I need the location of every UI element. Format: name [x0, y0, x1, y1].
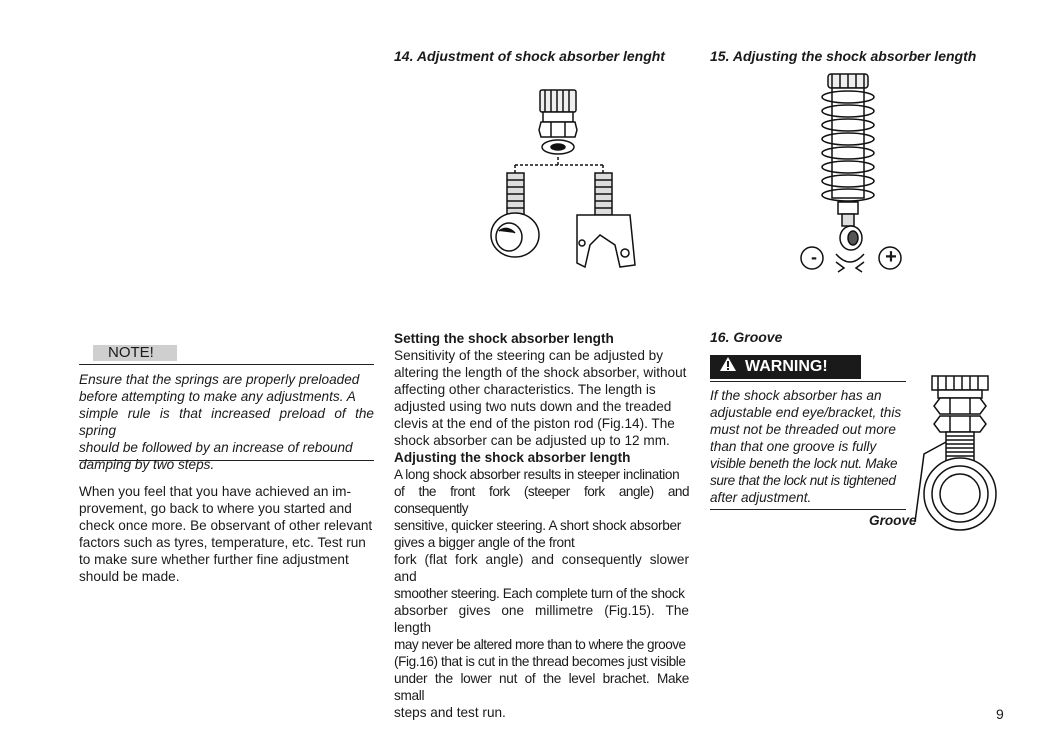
note-bottom-rule [79, 460, 374, 461]
fig16-illustration [910, 374, 1010, 534]
note-label: NOTE! [93, 345, 177, 361]
groove-label: Groove [869, 513, 917, 528]
middle-column: Setting the shock absorber length Sensitivity of the steering can be adjusted by altering the length of the shock absorber, without affecting other characteristics. The length is adjusted using two nuts down and the treaded clevis at the end of the piston rod (Fig.14). The shock absorber can be adjusted up to 12 mm. Adjusting the shock absorber length A long shock absorber results in steeper inclination of the front fork (steeper fork angle) and consequently sensitive, quicker steering. A short shock absorber gives a bigger angle of the front fork (flat fork angle) and consequently slower and smoother steering. Each complete turn of the shock absorber gives one millimetre (Fig.15). The length may never be altered more than to where the groove (Fig.16) that is cut in the thread becomes just visible under the lower nut of the level brachet. Make small steps and test run. [394, 331, 689, 720]
warning-text: If the shock absorber has an adjustable end eye/bracket, this must not be threaded out more than that one groove is fully visible beneth the lock nut. Make sure that the lock nut is tightened after adjustment. [710, 388, 902, 505]
fig16-caption: 16. Groove [710, 329, 783, 345]
heading-adjusting: Adjusting the shock absorber length [394, 450, 631, 465]
fig15-caption: 15. Adjusting the shock absorber length [710, 48, 977, 64]
warning-top-rule [710, 381, 906, 382]
note-top-rule [79, 364, 374, 365]
note-text: Ensure that the springs are properly preloaded before attempting to make any adjustments. A simple rule is that increased preload of the spring should be followed by an increase of rebound damping by two steps. [79, 372, 374, 472]
minus-sign: - [811, 247, 817, 267]
plus-sign: + [885, 246, 897, 268]
warning-label: WARNING! [710, 355, 861, 379]
fig14-illustration [485, 85, 645, 275]
heading-setting: Setting the shock absorber length [394, 331, 614, 346]
warning-triangle-icon [719, 356, 737, 380]
warning-bottom-rule [710, 509, 906, 510]
left-paragraph: When you feel that you have achieved an im- provement, go back to where you started and check once more. Be observant of other relevant factors such as tyres, temperature, etc. Test run to make sure whether further fine adjustment should be made. [79, 484, 373, 584]
page-number: 9 [996, 706, 1004, 722]
fig14-caption: 14. Adjustment of shock absorber lenght [394, 48, 665, 64]
